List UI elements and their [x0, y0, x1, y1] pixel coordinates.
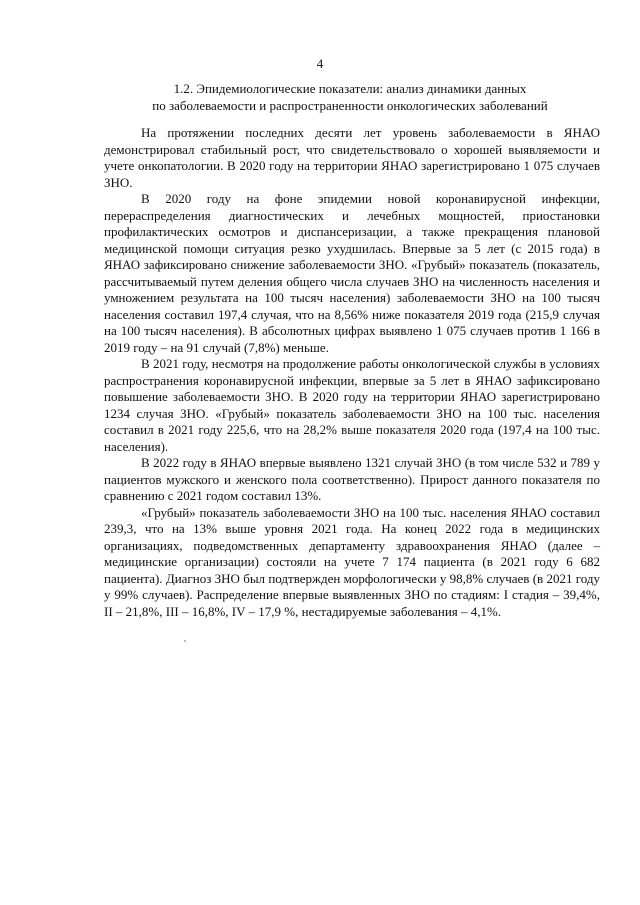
page-number: 4 — [316, 56, 324, 71]
body-text — [104, 125, 600, 620]
paragraph: «Грубый» показатель заболеваемости ЗНО на 100 тыс. населения ЯНАО составил 239,3, что на 13% выше уровня 2021 года. На конец 2022 года в медицинских организациях, подведомственных департаменту здравоохранения ЯНАО (далее – медицинские организации) состояли на учете 7 174 пациента (в 2021 году 6 682 пациента). Диагноз ЗНО был подтвержден морфологически у 98,8% случаев (в 2021 году у 99% случаев). Распределение впервые выявленных ЗНО по стадиям: I стадия – 39,4%, II – 21,8%, III – 16,8%, IV – 17,9 %, нестадируемые заболевания – 4,1%. — [104, 504, 600, 619]
section-heading-line-1: 1.2. Эпидемиологические показатели: анализ динамики данных — [173, 81, 527, 96]
paragraph: На протяжении последних десяти лет уровень заболеваемости в ЯНАО демонстрировал стабильный рост, что свидетельствовало о хорошей выявляемости и учете онкопатологии. В 2020 году на территории ЯНАО зарегистрировано 1 075 случаев ЗНО. — [104, 125, 600, 190]
paragraph: В 2021 году, несмотря на продолжение работы онкологической службы в условиях распространения коронавирусной инфекции, впервые за 5 лет в ЯНАО зафиксировано повышение заболеваемости ЗНО. В 2020 году на территории ЯНАО зарегистрировано 1234 случая ЗНО. «Грубый» показатель заболеваемости ЗНО на 100 тыс. населения составил в 2021 году 225,6, что на 28,2% выше показателя 2020 года (197,4 на 100 тыс. населения). — [104, 356, 600, 454]
paragraph: В 2022 году в ЯНАО впервые выявлено 1321 случай ЗНО (в том числе 532 и 789 у пациентов мужского и женского пола соответственно). Прирост данного показателя по сравнению с 2021 годом составил 13%. — [104, 455, 600, 503]
scan-speck — [184, 640, 186, 642]
section-heading-line-2: по заболеваемости и распространенности онкологических заболеваний — [152, 98, 548, 113]
paragraph: В 2020 году на фоне эпидемии новой коронавирусной инфекции, перераспределения диагностических и лечебных мощностей, приостановки профилактических осмотров и диспансеризации, а также прекращения плановой медицинской помощи ситуация резко ухудшилась. Впервые за 5 лет (с 2015 года) в ЯНАО зафиксировано снижение заболеваемости ЗНО. «Грубый» показатель (показатель, рассчитываемый путем деления общего числа случаев ЗНО на численность населения и умножением результата на 100 тысяч населения) заболеваемости ЗНО на 100 тысяч населения составил 197,4 случая, что на 8,56% ниже показателя 2019 года (215,9 случая на 100 тысяч населения). В абсолютных цифрах выявлено 1 075 случаев против 1 166 в 2019 году – на 91 случай (7,8%) меньше. — [104, 191, 600, 355]
section-heading — [100, 80, 600, 114]
